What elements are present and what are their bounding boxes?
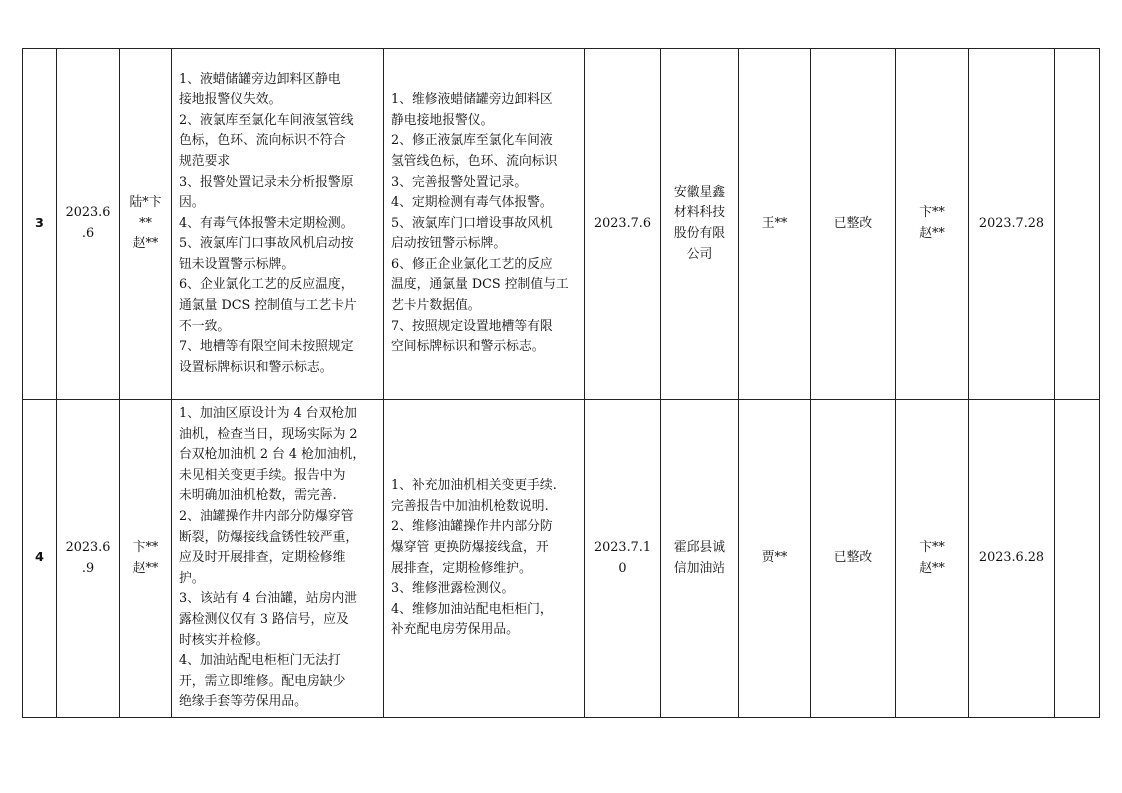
inspectors-line: 赵** <box>132 560 159 576</box>
date-lines-line: .6 <box>81 226 95 241</box>
company-name <box>661 400 739 718</box>
inspectors-line: 卞** <box>132 539 159 555</box>
table-row <box>23 49 1100 400</box>
problems-line: 接地报警仪失效。 <box>179 92 282 108</box>
problems-line: 5、液氯库门口事故风机启动按 <box>179 236 354 252</box>
problems-line: 通氯量 DCS 控制值与工艺卡片 <box>179 298 357 314</box>
reviewers-line: 卞** <box>919 539 945 555</box>
inspection-table <box>22 48 1100 718</box>
company-lines-line: 信加油站 <box>673 560 726 576</box>
problems-line: 4、有毒气体报警未定期检测。 <box>179 215 354 231</box>
rectification-deadline <box>585 49 661 400</box>
measures-line: 1、补充加油机相关变更手续. <box>391 478 557 494</box>
problems-line: 设置标牌标识和警示标志。 <box>179 359 333 375</box>
reviewers-line: 赵** <box>919 560 945 576</box>
measures-line: 静电接地报警仪。 <box>391 112 494 128</box>
company-lines-line: 公司 <box>686 246 713 262</box>
table-row <box>23 400 1100 718</box>
reviewers <box>896 400 969 718</box>
deadline-lines-line: 0 <box>618 560 627 576</box>
problems-line: 3、该站有 4 台油罐，站房内泄 <box>179 591 357 607</box>
date-lines-line: .9 <box>81 560 95 576</box>
rectification-measures <box>384 400 585 718</box>
remarks <box>1055 400 1100 718</box>
problems-line: 6、企业氯化工艺的反应温度， <box>179 277 354 293</box>
problems-line: 护。 <box>179 570 205 586</box>
problems-line: 1、加油区原设计为 4 台双枪加 <box>179 406 357 422</box>
inspection-date <box>57 49 120 400</box>
measures-line: 展排查，定期检修维护。 <box>391 560 532 576</box>
rectification-deadline <box>585 400 661 718</box>
measures-line: 启动按钮警示标牌。 <box>391 236 507 252</box>
problems-line: 钮未设置警示标牌。 <box>179 256 295 272</box>
company-lines-line: 材料科技 <box>673 205 726 221</box>
problems-line: 色标，色环、流向标识不符合 <box>179 133 346 149</box>
problems-line: 未明确加油机枪数，需完善. <box>179 488 337 504</box>
problems-line: 应及时开展排查，定期检修维 <box>179 550 346 566</box>
rectification-status: 已整改 <box>811 400 896 718</box>
problems-found <box>172 49 384 400</box>
measures-line: 空间标牌标识和警示标志。 <box>391 339 545 355</box>
problems-found <box>172 400 384 718</box>
inspectors-line: 陆*卞 <box>129 195 162 211</box>
date-lines-line: 2023.6 <box>65 205 111 221</box>
problems-line: 未见相关变更手续。报告中为 <box>179 467 346 483</box>
responsible-person: 王** <box>739 49 811 400</box>
completion-date: 2023.6.28 <box>969 400 1055 718</box>
row-number: 4 <box>23 400 57 718</box>
measures-line: 2、维修油罐操作井内部分防 <box>391 519 553 535</box>
company-lines-line: 股份有限 <box>673 226 726 241</box>
reviewers-line: 赵** <box>919 226 945 241</box>
company-lines-line: 霍邱县诚 <box>673 539 726 555</box>
measures-line: 4、定期检测有毒气体报警。 <box>391 195 553 211</box>
problems-line: 7、地槽等有限空间未按照规定 <box>179 339 354 355</box>
measures-line: 艺卡片数据值。 <box>391 298 481 314</box>
reviewers-line: 卞** <box>919 205 945 221</box>
problems-line: 3、报警处置记录未分析报警原 <box>179 174 354 190</box>
measures-line: 完善报告中加油机枪数说明. <box>391 498 549 514</box>
inspection-date <box>57 400 120 718</box>
deadline-lines-line: 2023.7.1 <box>594 539 651 555</box>
problems-line: 时核实并检修。 <box>179 632 269 648</box>
inspectors <box>120 400 172 718</box>
problems-line: 台双枪加油机 2 台 4 枪加油机， <box>179 447 366 463</box>
inspectors-line: ** <box>139 215 152 231</box>
measures-line: 3、维修泄露检测仪。 <box>391 581 515 597</box>
measures-line: 补充配电房劳保用品。 <box>391 622 519 638</box>
measures-line: 温度，通氯量 DCS 控制值与工 <box>391 277 569 293</box>
problems-line: 露检测仪仅有 3 路信号，应及 <box>179 611 349 627</box>
problems-line: 4、加油站配电柜柜门无法打 <box>179 653 341 669</box>
remarks <box>1055 49 1100 400</box>
measures-line: 2、修正液氯库至氯化车间液 <box>391 133 553 149</box>
reviewers <box>896 49 969 400</box>
rectification-measures <box>384 49 585 400</box>
problems-line: 油机，检查当日，现场实际为 2 <box>179 426 358 442</box>
completion-date: 2023.7.28 <box>969 49 1055 400</box>
company-name <box>661 49 739 400</box>
problems-line: 因。 <box>179 195 205 211</box>
measures-line: 爆穿管 更换防爆接线盒，开 <box>391 539 549 555</box>
row-number: 3 <box>23 49 57 400</box>
company-lines-line: 安徽星鑫 <box>673 184 726 200</box>
responsible-person: 贾** <box>739 400 811 718</box>
problems-line: 1、液蜡储罐旁边卸料区静电 <box>179 71 341 87</box>
measures-line: 4、维修加油站配电柜柜门， <box>391 601 553 617</box>
measures-line: 3、完善报警处置记录。 <box>391 174 528 190</box>
problems-line: 2、液氯库至氯化车间液氢管线 <box>179 112 354 128</box>
problems-line: 2、油罐操作井内部分防爆穿管 <box>179 509 354 525</box>
measures-line: 6、修正企业氯化工艺的反应 <box>391 256 553 272</box>
measures-line: 7、按照规定设置地槽等有限 <box>391 318 553 334</box>
date-lines-line: 2023.6 <box>65 539 111 555</box>
problems-line: 断裂，防爆接线盒锈性较严重， <box>179 529 359 545</box>
inspectors-line: 赵** <box>132 236 159 252</box>
measures-line: 5、液氯库门口增设事故风机 <box>391 215 553 231</box>
problems-line: 开，需立即维修。配电房缺少 <box>179 673 346 689</box>
rectification-status: 已整改 <box>811 49 896 400</box>
problems-line: 规范要求 <box>179 153 231 169</box>
problems-line: 绝缘手套等劳保用品。 <box>179 694 307 710</box>
measures-line: 氢管线色标，色环、流向标识 <box>391 153 558 169</box>
problems-line: 不一致。 <box>179 318 231 334</box>
deadline-lines-line: 2023.7.6 <box>594 215 651 231</box>
measures-line: 1、维修液蜡储罐旁边卸料区 <box>391 92 553 108</box>
inspectors <box>120 49 172 400</box>
